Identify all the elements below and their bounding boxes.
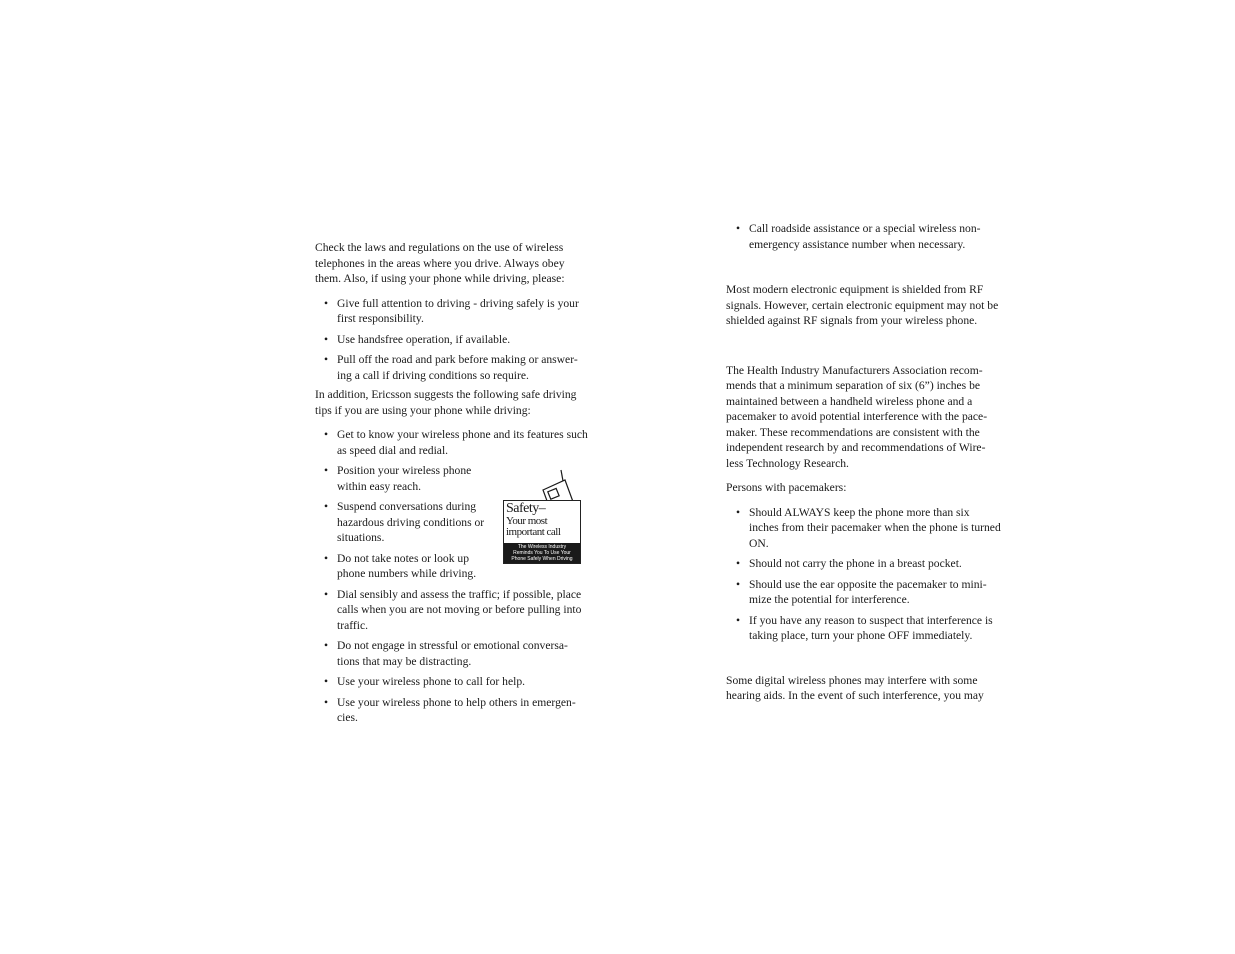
hearing-aids-paragraph: Some digital wireless phones may interfere with some hearing aids. In the event of such interference, you may (726, 673, 984, 702)
list-item: • Pull off the road and park before making or answer-ing a call if driving conditions so require. (315, 352, 590, 383)
right-column (726, 221, 1001, 704)
list-item: • Use handsfree operation, if available. (315, 332, 590, 348)
list-item: • Dial sensibly and assess the traffic; if possible, place calls when you are not moving or before pulling into traffic. (315, 587, 590, 634)
list-item: • Do not take notes or look up phone numbers while driving. (315, 551, 497, 582)
badge-tagline (504, 543, 580, 563)
list-item: • If you have any reason to suspect that interference is taking place, turn your phone OFF immediately. (726, 613, 1001, 644)
safety-badge (503, 468, 581, 564)
badge-tagline-line: Reminds You To Use Your (513, 550, 571, 556)
pacemaker-paragraph: The Health Industry Manufacturers Association recom-mends that a minimum separation of six (6”) inches be maintained between a handheld wireless phone and a pacemaker to avoid potential interference with the pace-maker. These recommendations are consistent with the independent research by and recommendations of Wire-less Technology Research. (726, 363, 988, 470)
list-item: • Should ALWAYS keep the phone more than six inches from their pacemaker when the phone is turned ON. (726, 505, 1001, 552)
list-item: • Should not carry the phone in a breast pocket. (726, 556, 1001, 572)
list-item: • Do not engage in stressful or emotional conversa-tions that may be distracting. (315, 638, 590, 669)
list-item: • Use your wireless phone to help others in emergen-cies. (315, 695, 590, 726)
electronics-paragraph: Most modern electronic equipment is shielded from RF signals. However, certain electronic equipment may not be shielded against RF signals from your wireless phone. (726, 283, 999, 327)
list-item: • Suspend conversations during hazardous driving conditions or situations. (315, 499, 497, 546)
list-item: • Call roadside assistance or a special wireless non-emergency assistance number when necessary. (726, 221, 1001, 252)
badge-subtitle: Your most (506, 515, 548, 527)
badge-tagline-line: The Wireless Industry (517, 544, 567, 550)
list-item: • Should use the ear opposite the pacemaker to mini-mize the potential for interference. (726, 577, 1001, 608)
list-item: • Give full attention to driving - driving safely is your first responsibility. (315, 296, 590, 327)
badge-tagline-line: Phone Safely When Driving (511, 556, 573, 562)
list-item: • Get to know your wireless phone and its features such as speed dial and redial. (315, 427, 590, 458)
intro-paragraph: Check the laws and regulations on the use of wireless telephones in the areas where you drive. Always obey them. Also, if using your phone while driving, please: (315, 241, 565, 285)
assistance-list (726, 221, 1001, 252)
persons-paragraph: Persons with pacemakers: (726, 481, 847, 494)
list-item: • Position your wireless phone within easy reach. (315, 463, 492, 494)
badge-subtitle: important call (506, 526, 561, 538)
driving-rules-list (315, 296, 590, 384)
list-item: • Use your wireless phone to call for help. (315, 674, 590, 690)
badge-title: Safety– (506, 501, 546, 516)
pacemaker-list (726, 505, 1001, 644)
ericsson-tips-paragraph: In addition, Ericsson suggests the following safe driving tips if you are using your phone while driving: (315, 388, 577, 417)
